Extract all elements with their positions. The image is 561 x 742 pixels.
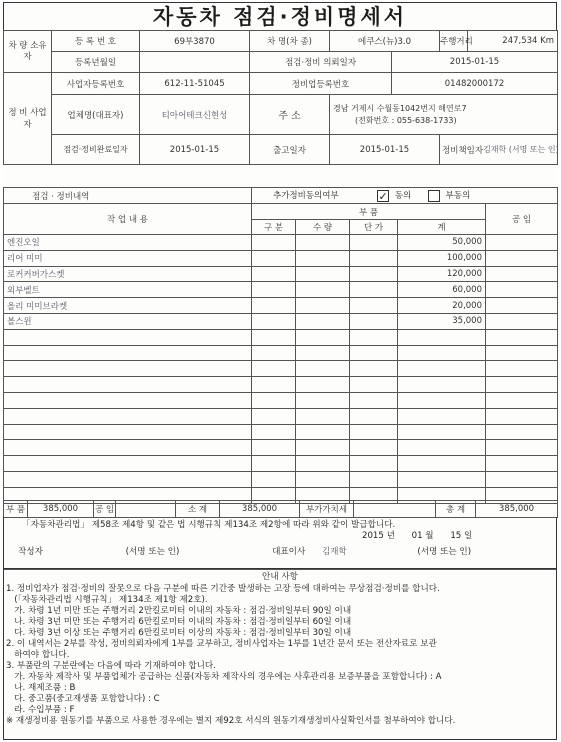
part-unit-price-cell [350,392,398,408]
item-name-cell: 외부벨트 [4,282,252,298]
notice-line: ※ 재생정비용 원동기를 부품으로 사용한 경우에는 별지 제92호 서식의 원동기재생정비사실확인서를 첨부하여야 합니다. [6,716,456,726]
notice-line: 나. 차령 3년 미만 또는 주행거리 6만킬로미터 이내의 자동차 : 점검·정비일부터 60일 이내 [6,617,352,627]
part-qty-cell [296,377,350,393]
complete-date-label: 점검·정비완료일자 [52,135,140,165]
table-row [4,282,558,298]
part-amount-cell [398,471,486,487]
part-amount-cell: 50,000 [398,235,486,251]
labor-amount-cell [486,266,558,282]
release-date-label: 출고일자 [250,135,330,165]
labor-amount-cell [486,424,558,440]
table-row [4,235,558,251]
part-qty-cell [296,313,350,329]
mileage-label: 주행거리 [440,31,468,52]
parts-header: 부 품 [252,204,486,220]
maintenance-statement-form [3,2,557,740]
labor-amount-cell [486,282,558,298]
notice-lines [4,584,556,727]
col-type-header: 구 분 [252,220,296,235]
subtotal-label: 소 계 [176,501,220,518]
notice-line: 3. 부품란의 구분란에는 다음에 따라 기재하여야 합니다. [6,661,216,671]
notice-line: 라. 수입부품 : F [6,705,75,715]
labor-amount-cell [486,408,558,424]
address-label: 주 소 [250,95,330,135]
notice-line: (「자동차관리법 시행규칙」 제134조 제1항 제2호). [6,595,208,605]
item-name-cell [4,345,252,361]
issue-date [4,531,556,542]
issue-day: 15 일 [450,531,473,541]
part-qty-cell [296,424,350,440]
labor-amount-cell [486,471,558,487]
maint-no-value: 01482000172 [392,73,558,95]
part-qty-cell [296,329,350,345]
notice-line: 가. 차령 1년 미만 또는 주행거리 2만킬로미터 이내의 자동차 : 점검·정비일부터 90일 이내 [6,606,352,616]
manager-name: 김재학 (서명 또는 인) [483,144,559,154]
part-amount-cell [398,361,486,377]
business-section-label: 정 비 사업자 [4,73,52,165]
part-type-cell [252,266,296,282]
labor-amount-cell [486,250,558,266]
labor-amount-cell [486,313,558,329]
part-unit-price-cell [350,471,398,487]
part-qty-cell [296,345,350,361]
part-type-cell [252,235,296,251]
labor-amount-cell [486,361,558,377]
writer-sign: (서명 또는 인) [125,547,180,557]
part-unit-price-cell [350,408,398,424]
table-row [4,313,558,329]
part-unit-price-cell [350,377,398,393]
part-qty-cell [296,361,350,377]
part-unit-price-cell [350,345,398,361]
part-type-cell [252,250,296,266]
item-name-cell [4,361,252,377]
reg-year-label: 등록년월일 [52,52,140,73]
table-row [4,392,558,408]
part-type-cell [252,440,296,456]
complete-date-value: 2015-01-15 [140,135,250,165]
table-row [4,298,558,314]
table-row [4,345,558,361]
maint-no-label: 정비업등록번호 [250,73,392,95]
agree-label: 동의 [394,191,412,202]
table-row [4,440,558,456]
parts-total-label: 부 품 [4,501,28,518]
part-type-cell [252,424,296,440]
table-row [4,471,558,487]
labor-amount-cell [486,456,558,472]
issue-statement: 「자동차관리법」 제58조 제4항 및 같은 법 시행규칙 제134조 제2항에 따라 위와 같이 발급합니다. [22,520,396,530]
item-name-cell [4,424,252,440]
rep-sign: (서명 또는 인) [417,547,472,557]
item-name-cell [4,471,252,487]
part-unit-price-cell [350,250,398,266]
totals-table [3,500,558,518]
consent-row [252,188,558,204]
notice-block [3,569,557,740]
part-amount-cell: 120,000 [398,266,486,282]
part-qty-cell [296,235,350,251]
part-unit-price-cell [350,456,398,472]
table-row [4,361,558,377]
vat-value [354,501,436,518]
part-amount-cell [398,408,486,424]
labor-amount-cell [486,345,558,361]
address-value: 경남 거제시 수월동1042번지 해연로7 [333,103,467,113]
company-label: 업체명(대표자) [52,95,140,135]
table-row [4,266,558,282]
part-unit-price-cell [350,313,398,329]
labor-amount-cell [486,235,558,251]
part-unit-price-cell [350,235,398,251]
part-type-cell [252,313,296,329]
col-qty-header: 수 량 [296,220,350,235]
item-name-cell: 로커커버가스켓 [4,266,252,282]
labor-total-label: 공 임 [94,501,116,518]
part-qty-cell [296,440,350,456]
notice-line: 1. 정비업자가 점검·정비의 잘못으로 다음 구분에 따른 기간중 발생하는 고장 등에 대하여는 무상점검·정비를 합니다. [6,584,440,594]
notice-line: 가. 자동차 제작사 및 부품업체가 공급하는 신품(자동차 제작사의 경우에는 사후관리용 보증부품을 포함합니다) : A [6,672,442,682]
item-name-cell [4,329,252,345]
part-type-cell [252,282,296,298]
item-name-cell [4,440,252,456]
biz-no-value: 612-11-51045 [140,73,250,95]
owner-section-label: 차 량 소유자 [4,31,52,73]
part-unit-price-cell [350,440,398,456]
part-amount-cell [398,424,486,440]
notice-line: 다. 중고품(중고재생품 포함합니다) : C [6,694,160,704]
labor-amount-cell [486,298,558,314]
labor-total-value [116,501,176,518]
biz-no-label: 사업자등록번호 [52,73,140,95]
issue-block [3,517,557,569]
signature-row [4,542,556,558]
consent-label: 추가정비동의여부 [273,191,339,202]
part-type-cell [252,298,296,314]
part-qty-cell [296,456,350,472]
rep-label: 대표이사 [272,547,306,557]
mileage-value: 247,534 Km [468,31,558,52]
release-date-value: 2015-01-15 [330,135,440,165]
notice-line: 2. 이 내역서는 2부를 작성, 정비의뢰자에게 1부를 교부하고, 정비사업자는 1부를 1년간 문서 또는 전산자료로 보관 [6,639,437,649]
items-header: 작 업 내 용 [4,204,252,235]
part-qty-cell [296,471,350,487]
table-row [4,408,558,424]
part-qty-cell [296,298,350,314]
part-qty-cell [296,250,350,266]
notice-line: 하여야 합니다. [6,650,70,660]
notice-line: 나. 재제조품 : B [6,683,76,693]
part-type-cell [252,361,296,377]
table-row [4,329,558,345]
grand-total-label: 총 계 [436,501,476,518]
col-total-header: 계 [398,220,486,235]
model-value: 에쿠스(뉴)3.0 [330,31,440,52]
disagree-checkbox[interactable] [428,190,440,202]
part-type-cell [252,456,296,472]
item-name-cell [4,392,252,408]
part-amount-cell: 100,000 [398,250,486,266]
part-type-cell [252,329,296,345]
details-label: 점검 · 정비내역 [4,188,252,204]
part-unit-price-cell [350,361,398,377]
notice-line: 다. 차령 3년 이상 또는 주행거리 6만킬로미터 이상의 자동차 : 점검·정비일부터 30일 이내 [6,628,352,638]
item-name-cell [4,456,252,472]
company-value: 티아어테크신현성 [140,95,250,135]
part-amount-cell: 60,000 [398,282,486,298]
part-amount-cell [398,377,486,393]
item-name-cell: 볼스윈 [4,313,252,329]
table-row [4,424,558,440]
part-type-cell [252,345,296,361]
part-unit-price-cell [350,424,398,440]
part-unit-price-cell [350,329,398,345]
request-date-value: 2015-01-15 [392,52,558,73]
request-date-label: 점검·정비 의뢰일자 [250,52,392,73]
disagree-label: 부동의 [445,191,471,202]
item-name-cell: 올리 미미브라켓 [4,298,252,314]
part-type-cell [252,392,296,408]
parts-total-value: 385,000 [28,501,94,518]
reg-year-value [140,52,250,73]
part-unit-price-cell [350,282,398,298]
part-amount-cell [398,392,486,408]
issue-year: 2015 년 [362,531,395,541]
labor-amount-cell [486,377,558,393]
part-type-cell [252,377,296,393]
model-label: 차 명(차 종) [250,31,330,52]
part-amount-cell [398,329,486,345]
issue-month: 01 월 [411,531,434,541]
form-title: 자동차 점검·정비명세서 [3,2,557,30]
subtotal-value: 385,000 [220,501,300,518]
agree-checkbox[interactable]: ✓ [378,189,388,203]
notice-title: 안내 사항 [262,572,298,582]
labor-amount-cell [486,329,558,345]
part-amount-cell [398,345,486,361]
rep-name: 김재학 [322,547,347,557]
item-name-cell: 엔진오일 [4,235,252,251]
item-name-cell [4,377,252,393]
labor-amount-cell [486,392,558,408]
labor-amount-cell [486,440,558,456]
part-amount-cell: 35,000 [398,313,486,329]
part-unit-price-cell [350,266,398,282]
labor-header: 공 임 [486,204,558,235]
vat-label: 부가가치세 [300,501,354,518]
grand-total-value: 385,000 [476,501,558,518]
part-qty-cell [296,282,350,298]
table-row [4,250,558,266]
manager-label: 정비책임자 [442,145,484,156]
address-cell [330,95,558,135]
part-qty-cell [296,392,350,408]
table-row [4,456,558,472]
part-qty-cell [296,408,350,424]
manager-value [440,135,558,165]
work-table [3,187,558,504]
phone-value: (전화번호 : 055-638-1733) [355,115,457,125]
col-unit-header: 단 가 [350,220,398,235]
writer-label: 작성자 [18,547,43,557]
header-table [3,30,558,165]
item-name-cell: 리어 미미 [4,250,252,266]
part-type-cell [252,471,296,487]
reg-no-value: 69부3870 [140,31,250,52]
part-amount-cell [398,456,486,472]
part-amount-cell: 20,000 [398,298,486,314]
part-type-cell [252,408,296,424]
part-qty-cell [296,266,350,282]
reg-no-label: 등 록 번 호 [52,31,140,52]
part-amount-cell [398,440,486,456]
part-unit-price-cell [350,298,398,314]
table-row [4,377,558,393]
item-name-cell [4,408,252,424]
